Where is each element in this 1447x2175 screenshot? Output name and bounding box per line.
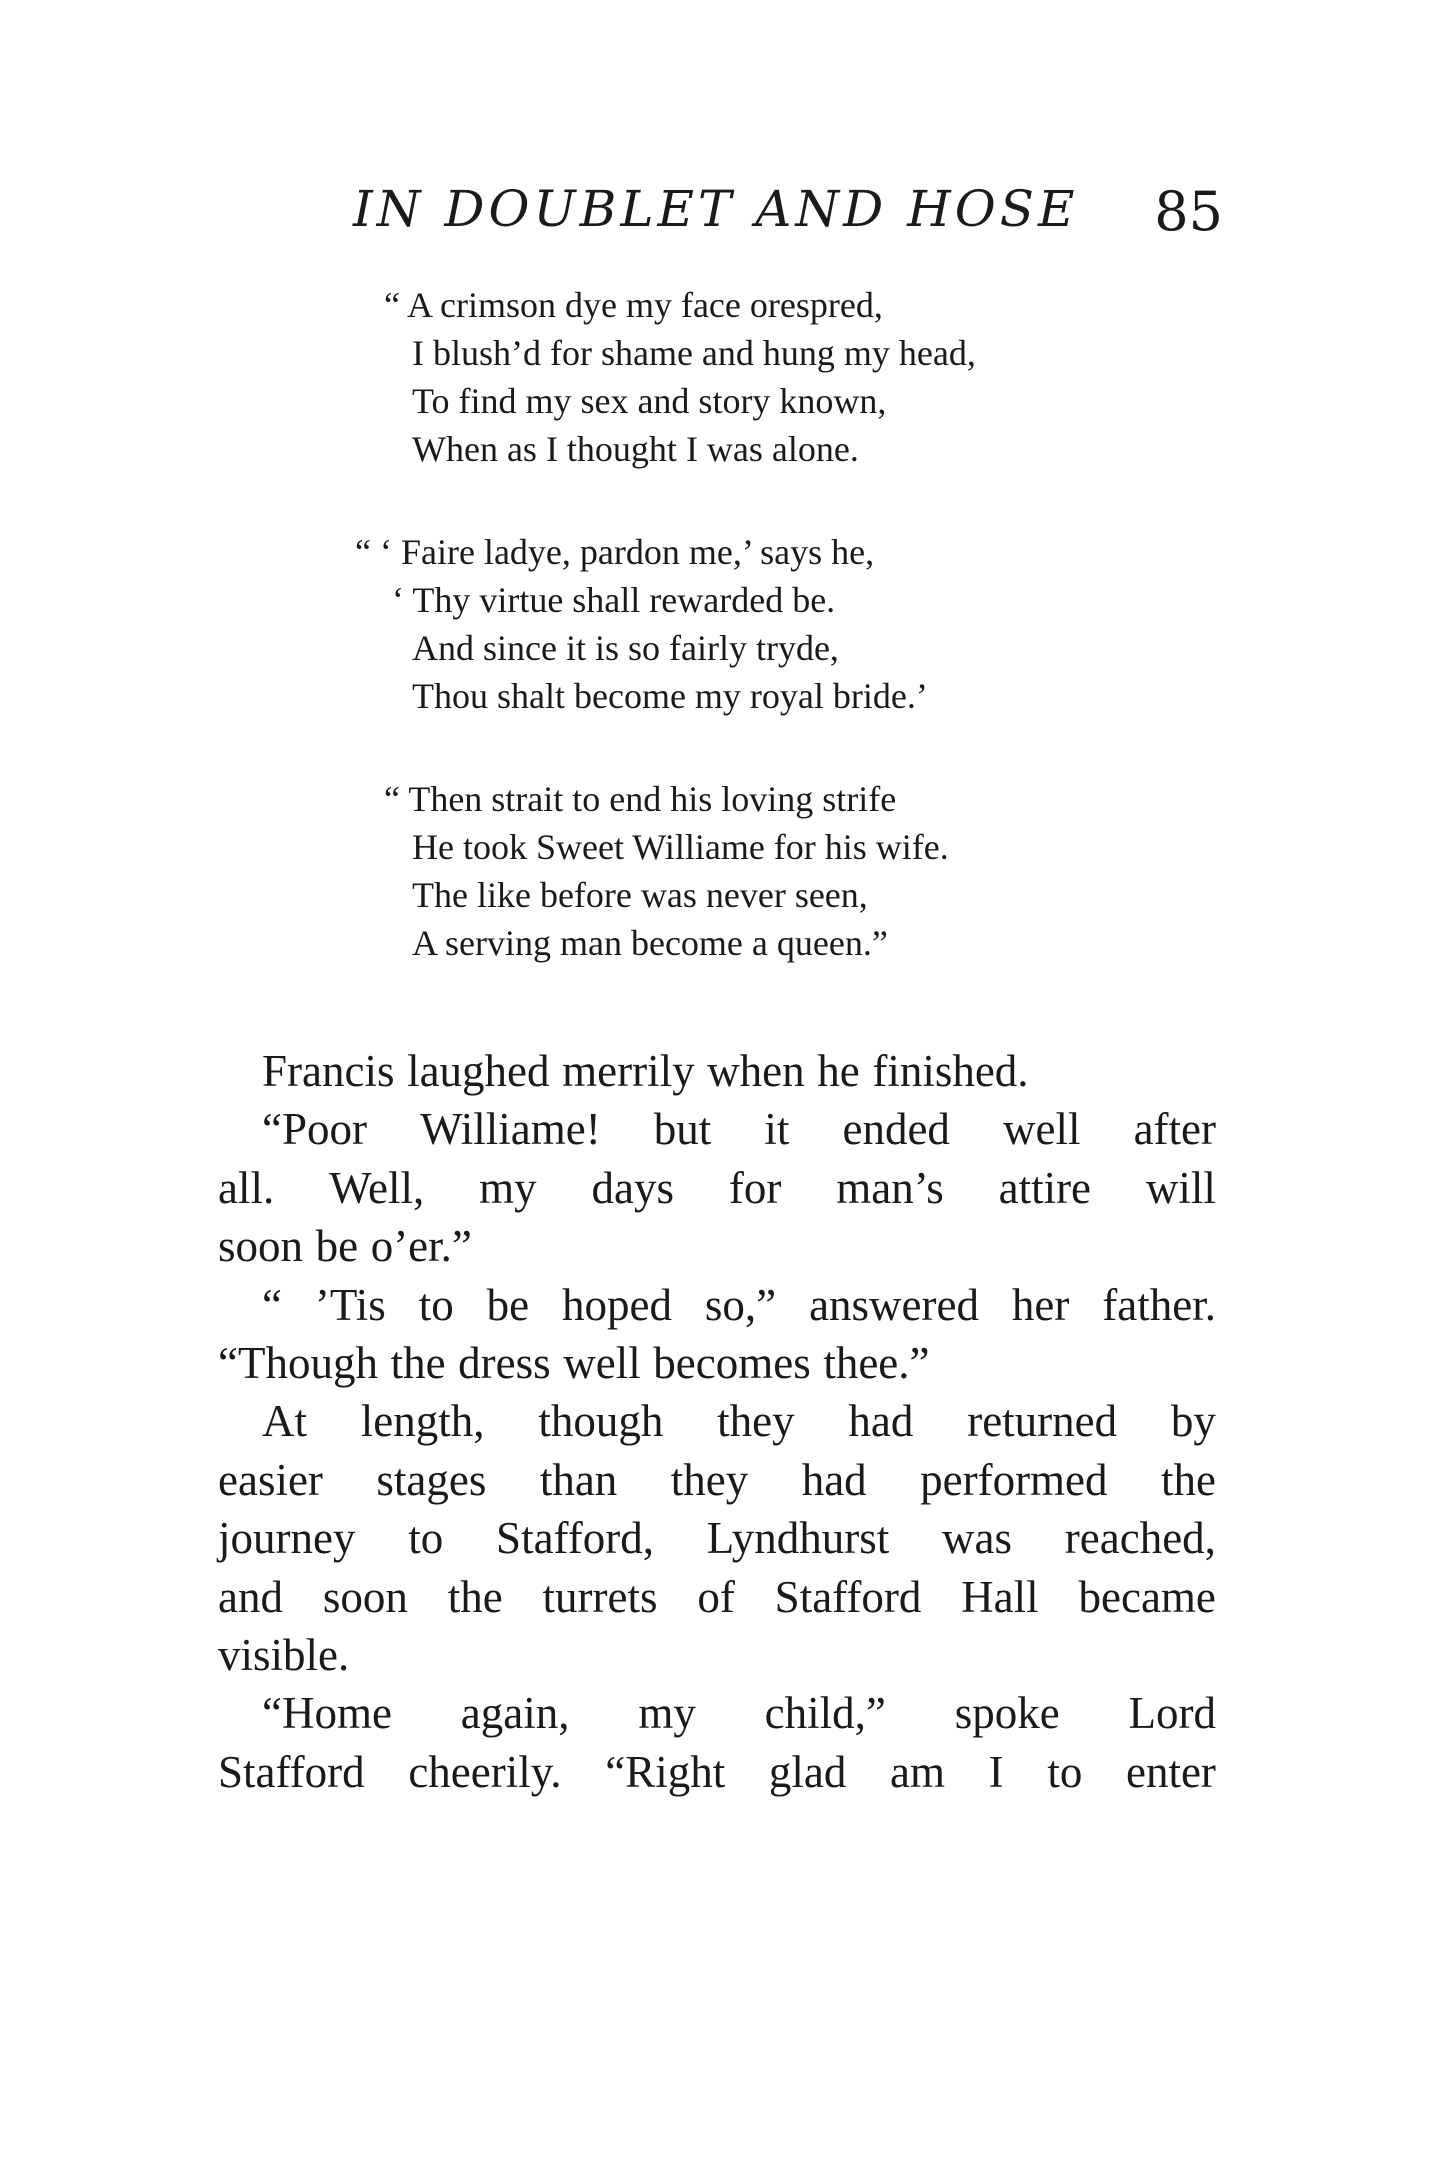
verse-line: “ A crimson dye my face orespred, bbox=[384, 285, 883, 325]
prose-word: Francis bbox=[262, 1046, 395, 1096]
prose-line bbox=[218, 1100, 1216, 1158]
prose-word: well bbox=[1003, 1104, 1081, 1155]
prose-word: Lyndhurst bbox=[706, 1513, 890, 1564]
verse-line: He took Sweet Williame for his wife. bbox=[412, 827, 949, 867]
prose-word: hoped bbox=[562, 1279, 672, 1330]
verse-line: When as I thought I was alone. bbox=[412, 429, 859, 469]
prose-word: merrily bbox=[562, 1046, 695, 1096]
prose-word: it bbox=[764, 1104, 790, 1155]
prose-word: “ bbox=[262, 1279, 282, 1330]
prose-word: “Though bbox=[218, 1337, 378, 1388]
prose-word: Lord bbox=[1128, 1688, 1216, 1739]
prose-line bbox=[218, 1042, 1216, 1100]
prose-word: to bbox=[408, 1513, 444, 1564]
prose-line bbox=[218, 1159, 1216, 1217]
prose-word: had bbox=[848, 1396, 914, 1447]
prose-word: by bbox=[1170, 1396, 1216, 1447]
prose-word: ’Tis bbox=[314, 1279, 386, 1330]
prose-line bbox=[218, 1392, 1216, 1450]
running-title: IN DOUBLET AND HOSE bbox=[353, 180, 1079, 238]
page-number: 85 bbox=[1154, 180, 1223, 243]
prose-word: when bbox=[707, 1046, 805, 1096]
prose-word: all. bbox=[218, 1162, 275, 1213]
prose-word: finished. bbox=[872, 1046, 1029, 1096]
prose-word: stages bbox=[376, 1454, 487, 1505]
prose-word: reached, bbox=[1064, 1513, 1216, 1564]
prose-word: than bbox=[539, 1454, 618, 1505]
prose-word: Stafford, bbox=[496, 1513, 654, 1564]
prose-word: and bbox=[218, 1571, 283, 1622]
prose-word: days bbox=[591, 1162, 674, 1213]
prose-line bbox=[218, 1684, 1216, 1742]
verse-line: Thou shalt become my royal bride.’ bbox=[412, 676, 928, 716]
prose-word: well bbox=[563, 1337, 641, 1388]
prose-word: after bbox=[1133, 1104, 1216, 1155]
prose-word: spoke bbox=[954, 1688, 1060, 1739]
prose-line bbox=[218, 1276, 1216, 1334]
prose-line bbox=[218, 1626, 1216, 1684]
prose-word: dress bbox=[458, 1337, 551, 1388]
prose-line bbox=[218, 1217, 1216, 1275]
prose-word: the bbox=[447, 1571, 503, 1622]
prose-word: but bbox=[653, 1104, 712, 1155]
prose-body bbox=[218, 1042, 1216, 1801]
prose-word: easier bbox=[218, 1454, 323, 1505]
prose-word: soon bbox=[322, 1571, 408, 1622]
prose-word: be bbox=[315, 1221, 359, 1272]
prose-word: answered bbox=[809, 1279, 979, 1330]
prose-word: man’s bbox=[836, 1162, 944, 1213]
prose-word: her bbox=[1011, 1279, 1070, 1330]
verse-line: “ ‘ Faire ladye, pardon me,’ says he, bbox=[355, 532, 875, 572]
prose-word: will bbox=[1145, 1162, 1216, 1213]
verse-line: A serving man become a queen.” bbox=[412, 923, 888, 963]
prose-line bbox=[218, 1743, 1216, 1801]
prose-line bbox=[218, 1334, 1216, 1392]
prose-word: though bbox=[538, 1396, 664, 1447]
prose-word: becomes bbox=[653, 1337, 811, 1388]
prose-word: Stafford bbox=[218, 1746, 365, 1797]
prose-word: laughed bbox=[407, 1046, 550, 1096]
prose-word: Hall bbox=[961, 1571, 1039, 1622]
verse-line: ‘ Thy virtue shall rewarded be. bbox=[392, 580, 836, 620]
prose-word: length, bbox=[360, 1396, 485, 1447]
prose-word: returned bbox=[967, 1396, 1118, 1447]
prose-word: enter bbox=[1125, 1746, 1216, 1797]
prose-word: had bbox=[801, 1454, 867, 1505]
prose-word: “Home bbox=[262, 1688, 392, 1739]
prose-word: for bbox=[728, 1162, 782, 1213]
prose-word: Stafford bbox=[774, 1571, 922, 1622]
prose-word: Williame! bbox=[420, 1104, 601, 1155]
prose-line bbox=[218, 1568, 1216, 1626]
prose-word: my bbox=[638, 1688, 696, 1739]
prose-word: performed bbox=[920, 1454, 1108, 1505]
prose-word: again, bbox=[460, 1688, 570, 1739]
prose-word: turrets bbox=[542, 1571, 658, 1622]
prose-word: they bbox=[670, 1454, 749, 1505]
prose-word: “Poor bbox=[262, 1104, 367, 1155]
prose-word: he bbox=[817, 1046, 860, 1096]
prose-line bbox=[218, 1451, 1216, 1509]
prose-word: of bbox=[697, 1571, 735, 1622]
prose-word: child,” bbox=[764, 1688, 886, 1739]
prose-word: visible. bbox=[218, 1629, 350, 1680]
prose-word: was bbox=[942, 1513, 1013, 1564]
prose-word: soon bbox=[218, 1221, 304, 1272]
prose-word: so,” bbox=[704, 1279, 777, 1330]
prose-word: my bbox=[479, 1162, 537, 1213]
prose-word: I bbox=[988, 1746, 1004, 1797]
prose-word: attire bbox=[998, 1162, 1092, 1213]
verse-line: And since it is so fairly tryde, bbox=[412, 628, 839, 668]
verse-line: To find my sex and story known, bbox=[412, 381, 887, 421]
prose-word: At bbox=[262, 1396, 307, 1447]
running-head bbox=[353, 180, 1223, 260]
verse-line: I blush’d for shame and hung my head, bbox=[412, 333, 976, 373]
prose-word: be bbox=[486, 1279, 530, 1330]
prose-word: the bbox=[1160, 1454, 1216, 1505]
prose-line bbox=[218, 1509, 1216, 1567]
prose-word: cheerily. bbox=[408, 1746, 562, 1797]
prose-word: thee.” bbox=[823, 1337, 930, 1388]
prose-word: became bbox=[1078, 1571, 1216, 1622]
prose-word: to bbox=[1047, 1746, 1083, 1797]
prose-word: they bbox=[717, 1396, 795, 1447]
prose-word: the bbox=[390, 1337, 446, 1388]
prose-word: father. bbox=[1102, 1279, 1216, 1330]
prose-word: o’er.” bbox=[370, 1221, 472, 1272]
prose-word: to bbox=[418, 1279, 454, 1330]
verse-line: “ Then strait to end his loving strife bbox=[384, 779, 897, 819]
verse-line: The like before was never seen, bbox=[412, 875, 868, 915]
prose-word: journey bbox=[218, 1513, 356, 1564]
prose-word: ended bbox=[842, 1104, 950, 1155]
prose-word: am bbox=[890, 1746, 945, 1797]
prose-word: “Right bbox=[605, 1746, 726, 1797]
prose-word: glad bbox=[768, 1746, 847, 1797]
prose-word: Well, bbox=[329, 1162, 425, 1213]
